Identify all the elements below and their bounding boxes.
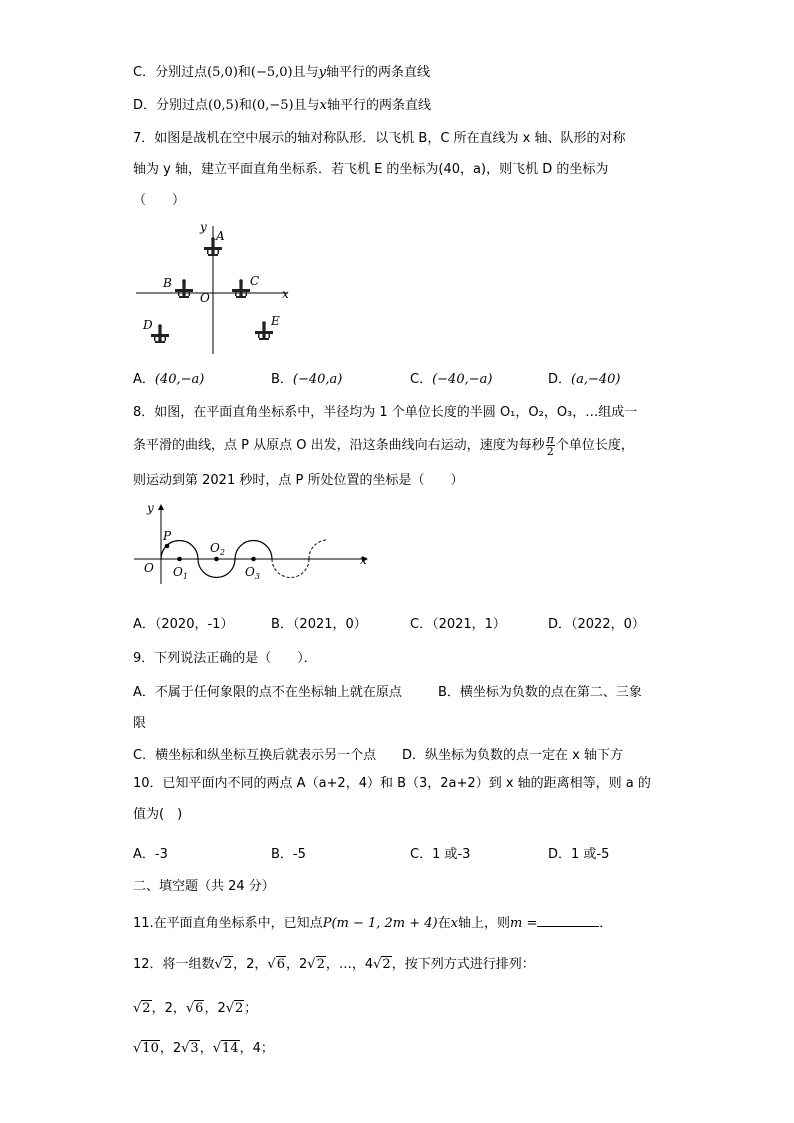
q8-figure [130, 500, 375, 590]
q6d-prefix: D．分别过点 [133, 98, 209, 113]
q9-option-b[interactable]: B．横坐标为负数的点在第二、三象 [438, 685, 642, 700]
q11-pre: 11.在平面直角坐标系中，已知点 [133, 916, 323, 931]
q7a-value: (40,−a) [154, 372, 205, 387]
q8-y-label: y [147, 501, 154, 515]
q12-sqrt-3: √2 [307, 957, 325, 972]
q10-option-c[interactable]: C．1 或-3 [410, 847, 471, 862]
q8-center-o1 [177, 557, 182, 562]
q10-option-b[interactable]: B．-5 [271, 847, 306, 862]
q7-label-d: D [143, 318, 153, 332]
section-title-fill-in: 二、填空题（共 24 分） [133, 879, 275, 894]
q10-line1: 10．已知平面内不同的两点 A（a+2，4）和 B（3，2a+2）到 x 轴的距离相等，则 a 的 [133, 776, 651, 791]
q8-center-o2 [214, 557, 219, 562]
q8-semicircle-3 [235, 541, 272, 560]
q12-row1-a: √2 [133, 1001, 151, 1016]
q8-frac-num: π [546, 433, 554, 446]
q8-line3: 则运动到第 2021 秒时，点 P 所处位置的坐标是（ ） [133, 473, 464, 488]
q12-sep3: ，…，4 [325, 957, 374, 972]
q8-semicircle-4-dashed [272, 559, 309, 578]
q7-jet-d [151, 324, 169, 343]
q8-option-d[interactable]: D．（2022，0） [548, 617, 645, 632]
q11-post: 轴上，则 [458, 916, 511, 931]
q12-pre: 12．将一组数 [133, 957, 215, 972]
q7d-value: (a,−40) [571, 372, 621, 387]
q7d-label: D． [548, 372, 572, 387]
q8-frac-den: 2 [546, 445, 554, 458]
q7c-value: (−40,−a) [432, 372, 493, 387]
q8-line2-pre: 条平滑的曲线，点 P 从原点 O 出发，沿这条曲线向右运动，速度为每秒 [133, 438, 545, 453]
q12-line1 [133, 956, 535, 974]
q6d-post2: 轴平行的两条直线 [326, 98, 431, 113]
q11-var: m [510, 916, 523, 931]
q12-sqrt-2: √6 [267, 957, 285, 972]
q11-mid: 在 [437, 916, 451, 931]
q6d-point2: (0,−5) [251, 98, 294, 113]
q8-option-c[interactable]: C．（2021，1） [410, 617, 506, 632]
q7b-label: B． [271, 372, 293, 387]
q12-sqrt-4: √2 [373, 957, 391, 972]
q7-origin-label: O [200, 291, 210, 305]
q12-row1 [133, 1000, 257, 1018]
q7-option-c[interactable] [410, 368, 492, 387]
q9-option-a[interactable]: A．不属于任何象限的点不在坐标轴上就在原点 [133, 685, 402, 700]
q10-option-d[interactable]: D．1 或-5 [548, 847, 610, 862]
q7c-label: C． [410, 372, 433, 387]
q11-axis: x [450, 916, 458, 931]
q12-row1-end: ； [244, 1001, 258, 1016]
q6c-post1: 且与 [292, 65, 319, 80]
q6d-point1: (0,5) [208, 98, 239, 113]
q6d-post1: 且与 [293, 98, 320, 113]
q8-x-label: x [360, 553, 367, 567]
q7-figure [130, 218, 300, 358]
q7-jet-b [175, 279, 193, 298]
q8-line2-post: 个单位长度， [555, 438, 634, 453]
q7-option-b[interactable] [271, 368, 342, 387]
q7-line1: 7．如图是战机在空中展示的轴对称队形．以飞机 B，C 所在直线为 x 轴、队形的对称 [133, 131, 626, 146]
q6d-mid: 和 [238, 98, 252, 113]
q6-option-d [133, 97, 431, 115]
q12-row1-sep2: ，2 [204, 1001, 226, 1016]
q11-coords: (m − 1, 2m + 4) [331, 916, 438, 931]
q12-row2-b: √3 [181, 1041, 199, 1056]
q8-label-o3: $O_3$ [245, 565, 260, 581]
q12-row1-c: √2 [225, 1001, 244, 1016]
q7-option-a[interactable] [133, 368, 204, 387]
q6c-mid: 和 [237, 65, 251, 80]
q7-x-label: x [282, 287, 289, 301]
q8-line1: 8．如图，在平面直角坐标系中，半径均为 1 个单位长度的半圆 O₁，O₂，O₃，…组成一 [133, 405, 638, 420]
q12-row2-end: ，4； [239, 1041, 274, 1056]
q12-sep1: ，2， [233, 957, 268, 972]
q12-sep2: ，2 [285, 957, 308, 972]
q12-row2 [133, 1040, 274, 1058]
q6c-point1: (5,0) [207, 65, 238, 80]
q8-speed-fraction [546, 434, 555, 457]
q6c-prefix: C．分别过点 [133, 65, 208, 80]
q8-option-b[interactable]: B．（2021，0） [271, 617, 367, 632]
q8-label-p: P [163, 529, 172, 543]
q7-y-label: y [200, 220, 207, 234]
q12-row1-sep1: ，2， [151, 1001, 186, 1016]
q8-semicircle-1 [161, 541, 198, 560]
q7-option-d[interactable] [548, 368, 620, 387]
q9-stem: 9．下列说法正确的是（ ）． [133, 651, 317, 666]
q7-line3: （ ） [133, 193, 186, 208]
q12-post: ，按下列方式进行排列： [391, 957, 535, 972]
q8-label-o2: $O_2$ [210, 541, 225, 557]
q7-label-a: A [216, 229, 225, 243]
q8-option-a[interactable]: A．（2020，-1） [133, 617, 234, 632]
q7-jet-c [232, 279, 250, 298]
q9-option-d[interactable]: D．纵坐标为负数的点一定在 x 轴下方 [402, 748, 623, 763]
q8-center-o3 [251, 557, 256, 562]
q8-point-p [165, 544, 170, 549]
q12-row2-a: √10 [133, 1041, 159, 1056]
q11-end: ． [599, 916, 613, 931]
q7-line2: 轴为 y 轴，建立平面直角坐标系．若飞机 E 的坐标为(40，a)，则飞机 D 的坐标为 [133, 162, 609, 177]
q6c-post2: 轴平行的两条直线 [326, 65, 431, 80]
q7-label-c: C [250, 274, 260, 288]
q7-label-b: B [163, 276, 172, 290]
q8-semicircle-5-dashed [309, 540, 328, 559]
q6-option-c [133, 64, 430, 82]
q6c-point2: (−5,0) [250, 65, 293, 80]
q9-option-c[interactable]: C．横坐标和纵坐标互换后就表示另一个点 [133, 748, 377, 763]
q11-eq: = [522, 916, 538, 931]
q8-line2 [133, 434, 634, 457]
q10-option-a[interactable]: A．-3 [133, 847, 168, 862]
q7-label-e: E [271, 314, 280, 328]
q8-y-arrow [158, 504, 164, 510]
q11-line [133, 914, 612, 933]
q12-row2-sep1: ，2 [159, 1041, 182, 1056]
q12-row2-c: √14 [212, 1041, 239, 1056]
q11-point: P [322, 916, 332, 931]
q12-row2-sep2: ， [199, 1041, 213, 1056]
q8-semicircle-2 [198, 559, 235, 578]
q7a-label: A． [133, 372, 155, 387]
q8-origin-label: O [144, 561, 154, 575]
q11-answer-blank[interactable] [537, 914, 599, 927]
q7b-value: (−40,a) [292, 372, 343, 387]
q9-option-b-continued: 限 [133, 716, 147, 731]
q6d-axis: x [319, 98, 327, 113]
q12-row1-b: √6 [185, 1001, 204, 1016]
q6c-axis: y [318, 65, 327, 80]
q10-line2: 值为( ) [133, 807, 183, 822]
q12-sqrt-1: √2 [214, 957, 233, 972]
q8-label-o1: $O_1$ [173, 565, 188, 581]
